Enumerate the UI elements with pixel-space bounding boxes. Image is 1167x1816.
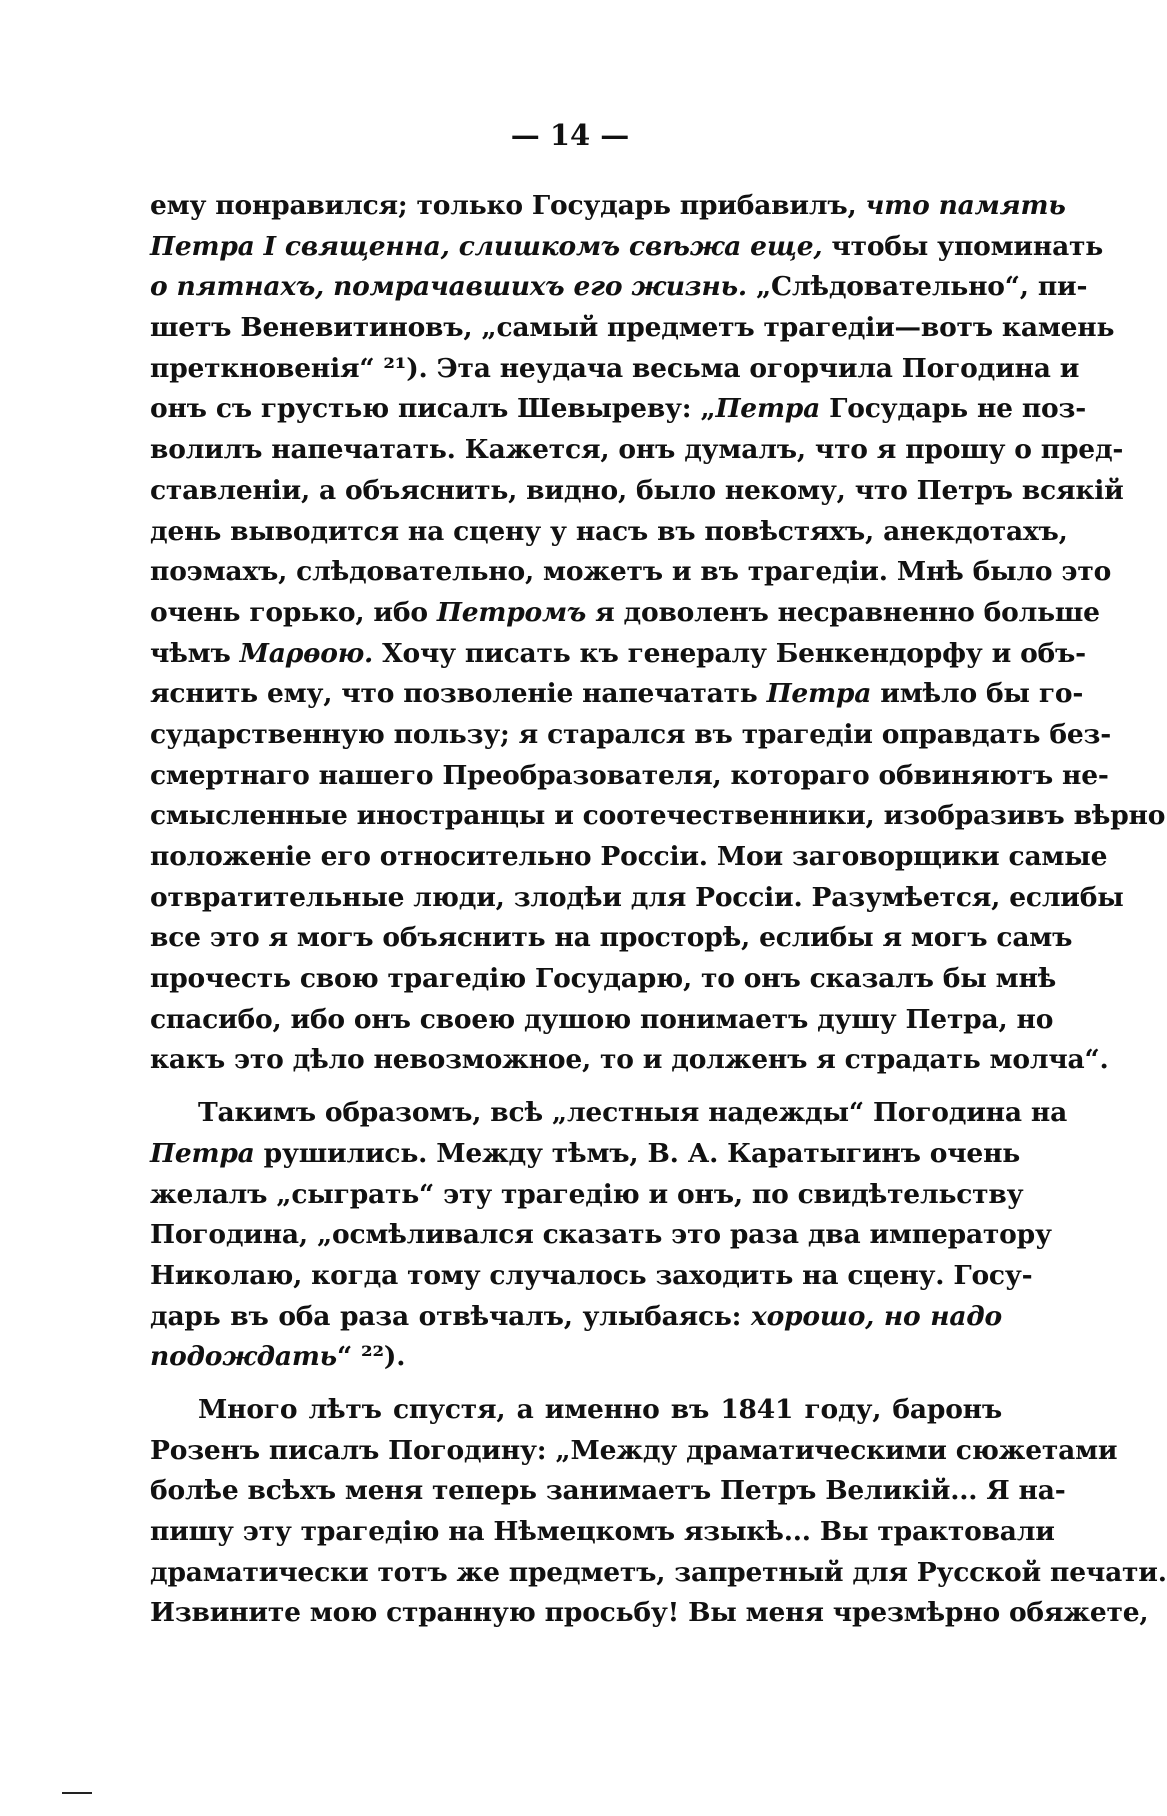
text-span: пишу эту трагедію на Нѣмецкомъ языкѣ... Вы трактовали	[150, 1516, 1055, 1547]
text-line	[150, 918, 1073, 959]
italic-span: Петра	[766, 678, 872, 710]
text-line	[150, 1256, 1033, 1297]
text-span: преткновенія“ ²¹). Эта неудача весьма огорчила Погодина и	[150, 352, 1080, 384]
text-line	[150, 1215, 1052, 1256]
text-span: волилъ напечатать. Кажется, онъ думалъ, что я прошу о пред-	[150, 434, 1124, 466]
text-span: смысленные иностранцы и соотечественники, изобразивъ вѣрно	[150, 800, 1166, 832]
text-span: желалъ „сыграть“ эту трагедію и онъ, по свидѣтельству	[150, 1178, 1024, 1210]
text-span: дарь въ оба раза отвѣчалъ, улыбаясь:	[150, 1300, 751, 1332]
text-line	[150, 837, 1108, 878]
paragraph	[150, 186, 1166, 1081]
italic-span: о пятнахъ, помрачавшихъ его жизнь.	[150, 271, 747, 303]
text-span: Государь не поз-	[820, 393, 1087, 425]
text-span: рушились. Между тѣмъ, В. А. Каратыгинъ очень	[254, 1137, 1021, 1169]
text-span: болѣе всѣхъ меня теперь занимаетъ Петръ Великій... Я на-	[150, 1475, 1066, 1507]
text-span: онъ съ грустью писалъ Шевыреву: „	[150, 393, 716, 425]
text-span: ему понравился; только Государь прибавилъ,	[150, 190, 866, 221]
page-number: — 14 —	[510, 118, 630, 152]
text-span: все это я могъ объяснить на просторѣ, еслибы я могъ самъ	[150, 922, 1073, 954]
text-span: “ ²²).	[336, 1341, 406, 1373]
margin-mark	[62, 1792, 92, 1794]
italic-span: подождать	[150, 1341, 337, 1373]
text-line	[150, 1000, 1054, 1041]
text-line	[150, 1093, 1068, 1134]
text-span: поэмахъ, слѣдовательно, можетъ и въ трагедіи. Мнѣ было это	[150, 556, 1112, 588]
text-span: Хочу писать къ генералу Бенкендорфу и объ-	[373, 637, 1086, 669]
text-line	[150, 512, 1068, 553]
text-line	[150, 1337, 1002, 1378]
text-span: Погодина, „осмѣливался сказать это раза два императору	[150, 1219, 1052, 1251]
text-span: „Слѣдовательно“, пи-	[746, 271, 1088, 303]
text-line	[150, 593, 1100, 634]
text-line	[150, 552, 1112, 593]
text-line	[150, 674, 1084, 715]
text-line	[150, 796, 1166, 837]
text-line	[150, 471, 1124, 512]
italic-span: Петра	[715, 393, 821, 425]
text-span: какъ это дѣло невозможное, то и долженъ я страдать молча“.	[150, 1044, 1109, 1076]
text-line	[150, 634, 1086, 675]
italic-span: Петромъ	[436, 596, 587, 628]
italic-span: что память	[865, 190, 1066, 221]
text-span: отвратительные люди, злодѣи для Россіи. Разумѣется, еслибы	[150, 881, 1124, 913]
text-span: яснить ему, что позволеніе напечатать	[150, 678, 767, 710]
body-text	[150, 186, 1167, 1634]
text-line	[150, 1471, 1066, 1512]
text-span: очень горько, ибо	[150, 596, 437, 628]
text-line	[150, 959, 1057, 1000]
text-line	[150, 1134, 1021, 1175]
text-span: чтобы упоминать	[822, 230, 1104, 262]
text-line	[150, 1553, 1167, 1594]
text-line	[150, 227, 1104, 268]
text-span: Извините мою странную просьбу! Вы меня чрезмѣрно обяжете,	[150, 1597, 1149, 1629]
text-span: Такимъ образомъ, всѣ „лестныя надежды“ Погодина на	[198, 1097, 1068, 1129]
paragraph	[150, 1390, 1167, 1634]
text-span: смертнаго нашего Преобразователя, котораго обвиняютъ не-	[150, 759, 1109, 791]
italic-span: хорошо, но надо	[750, 1300, 1002, 1332]
text-span: имѣло бы го-	[871, 678, 1084, 710]
text-line	[150, 1512, 1055, 1553]
italic-span: Петра I священна, слишкомъ свѣжа еще,	[150, 230, 823, 262]
text-span: спасибо, ибо онъ своею душою понимаетъ душу Петра, но	[150, 1003, 1054, 1035]
text-line	[150, 1040, 1109, 1081]
text-line	[150, 1297, 1002, 1338]
paragraph	[150, 1093, 1068, 1378]
text-line	[150, 389, 1087, 430]
text-line	[150, 308, 1115, 349]
text-line	[150, 756, 1109, 797]
text-line	[150, 1175, 1024, 1216]
text-line	[150, 1431, 1118, 1472]
text-span: ставленіи, а объяснить, видно, было некому, что Петръ всякій	[150, 474, 1124, 506]
text-line	[150, 267, 1088, 308]
text-span: чѣмъ	[150, 637, 240, 669]
text-line	[150, 1390, 1002, 1431]
text-span: сударственную пользу; я старался въ трагедіи оправдать без-	[150, 718, 1112, 750]
text-span: драматически тотъ же предметъ, запретный для Русской печати.	[150, 1556, 1167, 1588]
text-line	[150, 878, 1124, 919]
text-line	[150, 186, 1066, 227]
text-span: прочесть свою трагедію Государю, то онъ сказалъ бы мнѣ	[150, 963, 1057, 995]
text-span: Розенъ писалъ Погодину: „Между драматическими сюжетами	[150, 1434, 1118, 1466]
text-span: шетъ Веневитиновъ, „самый предметъ трагедіи—вотъ камень	[150, 312, 1115, 344]
text-span: Николаю, когда тому случалось заходить на сцену. Госу-	[150, 1259, 1033, 1291]
text-line	[150, 430, 1124, 471]
italic-span: Маρѳою.	[239, 637, 374, 669]
text-span: день выводится на сцену у насъ въ повѣстяхъ, анекдотахъ,	[150, 515, 1068, 547]
text-span: я доволенъ несравненно больше	[586, 596, 1100, 628]
text-span: положеніе его относительно Россіи. Мои заговорщики самые	[150, 841, 1108, 872]
text-line	[150, 1593, 1149, 1634]
text-line	[150, 349, 1080, 390]
text-span: Много лѣтъ спустя, а именно въ 1841 году, баронъ	[198, 1393, 1002, 1425]
italic-span: Петра	[150, 1137, 255, 1169]
text-line	[150, 715, 1112, 756]
